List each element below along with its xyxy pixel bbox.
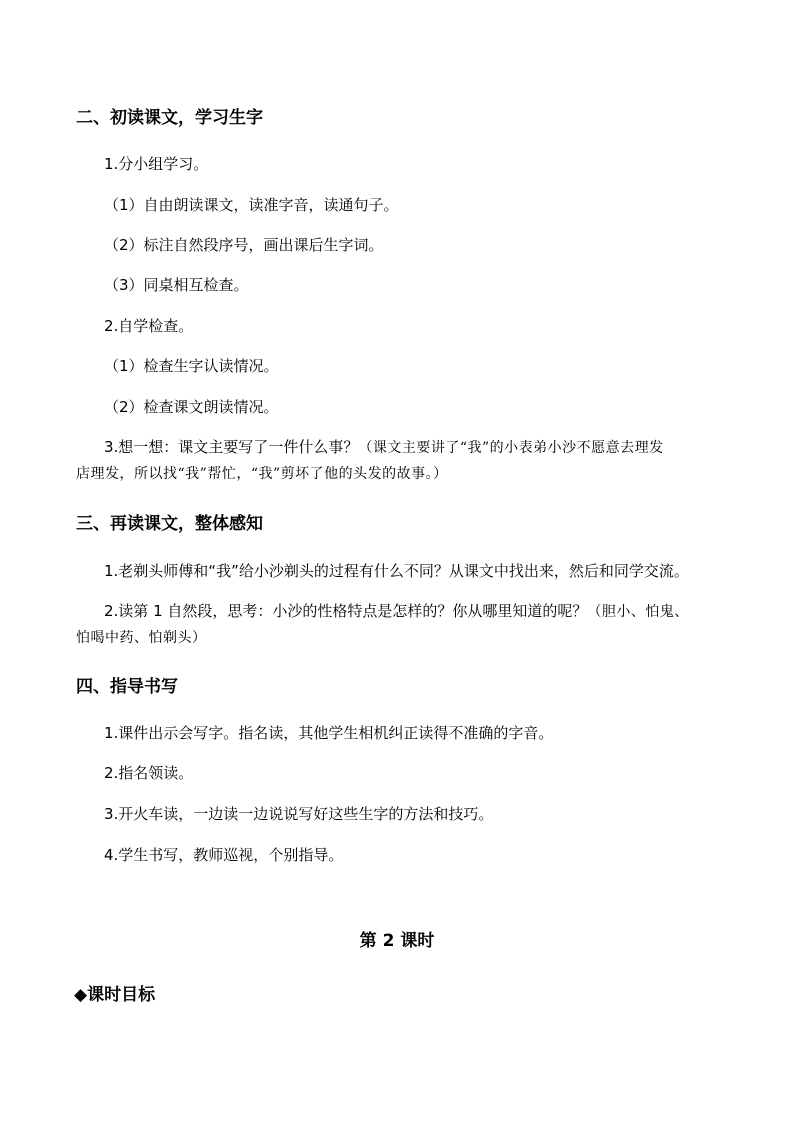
list-item: 1.分小组学习。	[104, 155, 209, 173]
answer-note-continued: 店理发，所以找“我”帮忙，“我”剪坏了他的头发的故事。）	[76, 466, 448, 482]
question-text: 2.读第 1 自然段，思考：小沙的性格特点是怎样的？你从哪里知道的呢？	[104, 602, 588, 620]
answer-note: （胆小、怕鬼、	[587, 604, 689, 620]
list-item: 1.课件出示会写字。指名读，其他学生相机纠正读得不准确的字音。	[104, 724, 554, 742]
list-item: 2.自学检查。	[104, 317, 194, 335]
list-item: 4.学生书写，教师巡视，个别指导。	[104, 846, 344, 864]
question-text: 3.想一想：课文主要写了一件什么事？	[104, 438, 359, 456]
list-item: （1）自由朗读课文，读准字音，读通句子。	[104, 196, 399, 214]
objectives-heading: ◆课时目标	[74, 985, 156, 1005]
answer-note: （课文主要讲了“我”的小表弟小沙不愿意去理发	[358, 440, 664, 456]
list-item: 3.开火车读，一边读一边说说写好这些生字的方法和技巧。	[104, 805, 494, 823]
section-heading-writing-guide: 四、指导书写	[76, 677, 178, 697]
list-item: 1.老剃头师傅和“我”给小沙剃头的过程有什么不同？从课文中找出来，然后和同学交流。	[104, 562, 689, 580]
answer-note-continued: 怕喝中药、怕剃头）	[76, 630, 207, 646]
section-heading-reread: 三、再读课文，整体感知	[76, 514, 263, 534]
section-heading-initial-reading: 二、初读课文，学习生字	[76, 108, 263, 128]
list-item: （3）同桌相互检查。	[104, 276, 249, 294]
lesson-title: 第 2 课时	[359, 931, 435, 951]
question-line	[104, 601, 689, 622]
question-line	[104, 437, 664, 458]
list-item: （2）标注自然段序号，画出课后生字词。	[104, 236, 384, 254]
list-item: （1）检查生字认读情况。	[104, 357, 279, 375]
list-item: 2.指名领读。	[104, 764, 194, 782]
list-item: （2）检查课文朗读情况。	[104, 398, 279, 416]
